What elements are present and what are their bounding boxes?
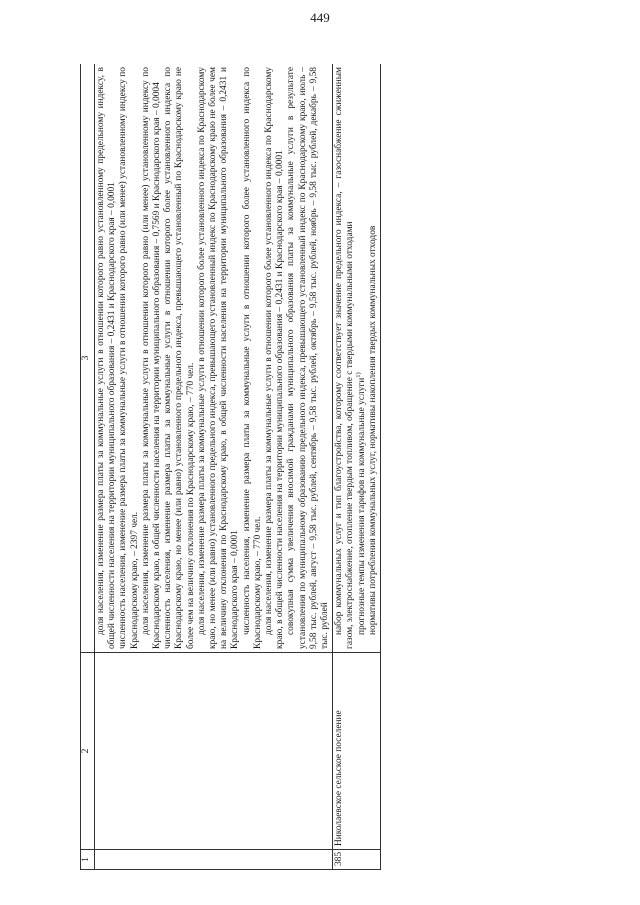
settlement-name: Николаевское сельское поселение [333, 653, 381, 850]
indicator-paragraph: доля населения, изменение размера платы за коммунальные услуги в отношении которого равно (или менее) установленному индексу по Краснодарскому краю, в общей численности населения на территории муниципального образования – 0,7569 и Краснодарского края – 0,0004 [140, 67, 163, 649]
row-number: 385 [333, 850, 381, 870]
column-number-2: 2 [81, 653, 95, 850]
table-row-385 [333, 64, 381, 870]
table-row-continuation [95, 64, 333, 870]
indicator-paragraph: набор коммунальных услуг и тип благоустройства, которому соответствует значение предельного индекса, – газоснабжение сжиженным газом, электроснабжение, отопление твердым топливом, обращение с твердыми коммунальными отходами [334, 67, 356, 649]
settlement-cell [95, 653, 333, 850]
column-number-row [81, 64, 95, 870]
landscape-table-wrapper [80, 64, 580, 870]
indicators-cell [333, 64, 381, 653]
column-number-3: 3 [81, 64, 95, 653]
indicator-paragraph: доля населения, изменение размера платы за коммунальные услуги в отношении которого равно установленному предельному индексу, в общей численности населения на территории муниципального образования – 0,2431 и Краснодарского края – 0,0001 [96, 67, 118, 649]
footnote-mark: 1) [354, 372, 362, 378]
indicator-paragraph: доля населения, изменение размера платы за коммунальные услуги в отношении которого более установленного индекса по Краснодарскому краю, но менее (или равно) установленного предельного индекса, превышающего установленный индекс по Краснодарскому краю не более чем на величину отклонения по Краснодарскому краю, в общей численности населения на территории муниципального образования – 0,2431 и Краснодарского края – 0,0001 [196, 67, 241, 649]
indicator-paragraph: численность населения, изменение размера платы за коммунальные услуги в отношении которого более установленного индекса по Краснодарскому краю, – 770 чел. [241, 67, 263, 649]
indicator-paragraph: численность населения, изменение размера платы за коммунальные услуги в отношении которого более установленного индекса по Краснодарскому краю, но менее (или равно) установленного предельного индекса, превышающего установленный по Краснодарскому краю не более чем на величину отклонения по Краснодарскому краю, – 770 чел. [163, 67, 196, 649]
data-table [80, 64, 381, 870]
row-number-cell [95, 850, 333, 870]
table-container [80, 64, 580, 870]
indicator-paragraph: совокупная сумма увеличения вносимой гражданами муниципального образования платы за коммунальные услуги в результате установления по муниципальному образованию предельного индекса, превышающего установленный индекс по Краснодарскому краю, июль – 9,58 тыс. рублей, август – 9,58 тыс. рублей, сентябрь – 9,58 тыс. рублей, октябрь – 9,58 тыс. рублей, ноябрь – 9,58 тыс. рублей, декабрь – 9,58 тыс. рублей [286, 67, 331, 649]
indicator-paragraph: доля населения, изменение размера платы за коммунальные услуги в отношении которого более установленного индекса по Краснодарскому краю, в общей численности населения на территории муниципального образования – 0,2431 и Краснодарского края – 0,0001 [264, 67, 286, 649]
indicators-cell [95, 64, 333, 653]
indicator-paragraph: численность населения, изменение размера платы за коммунальные услуги в отношении которого равно (или менее) установленному индексу по Краснодарскому краю, – 2397 чел. [118, 67, 140, 649]
indicator-paragraph [354, 67, 368, 649]
indicator-text: прогнозные темпы изменения тарифов на коммунальные услуги [356, 377, 367, 635]
indicator-paragraph: нормативы потребления коммунальных услуг, нормативы накопления твердых коммунальных отходов [367, 225, 378, 635]
column-number-1: 1 [81, 850, 95, 870]
page-number: 449 [310, 10, 330, 25]
